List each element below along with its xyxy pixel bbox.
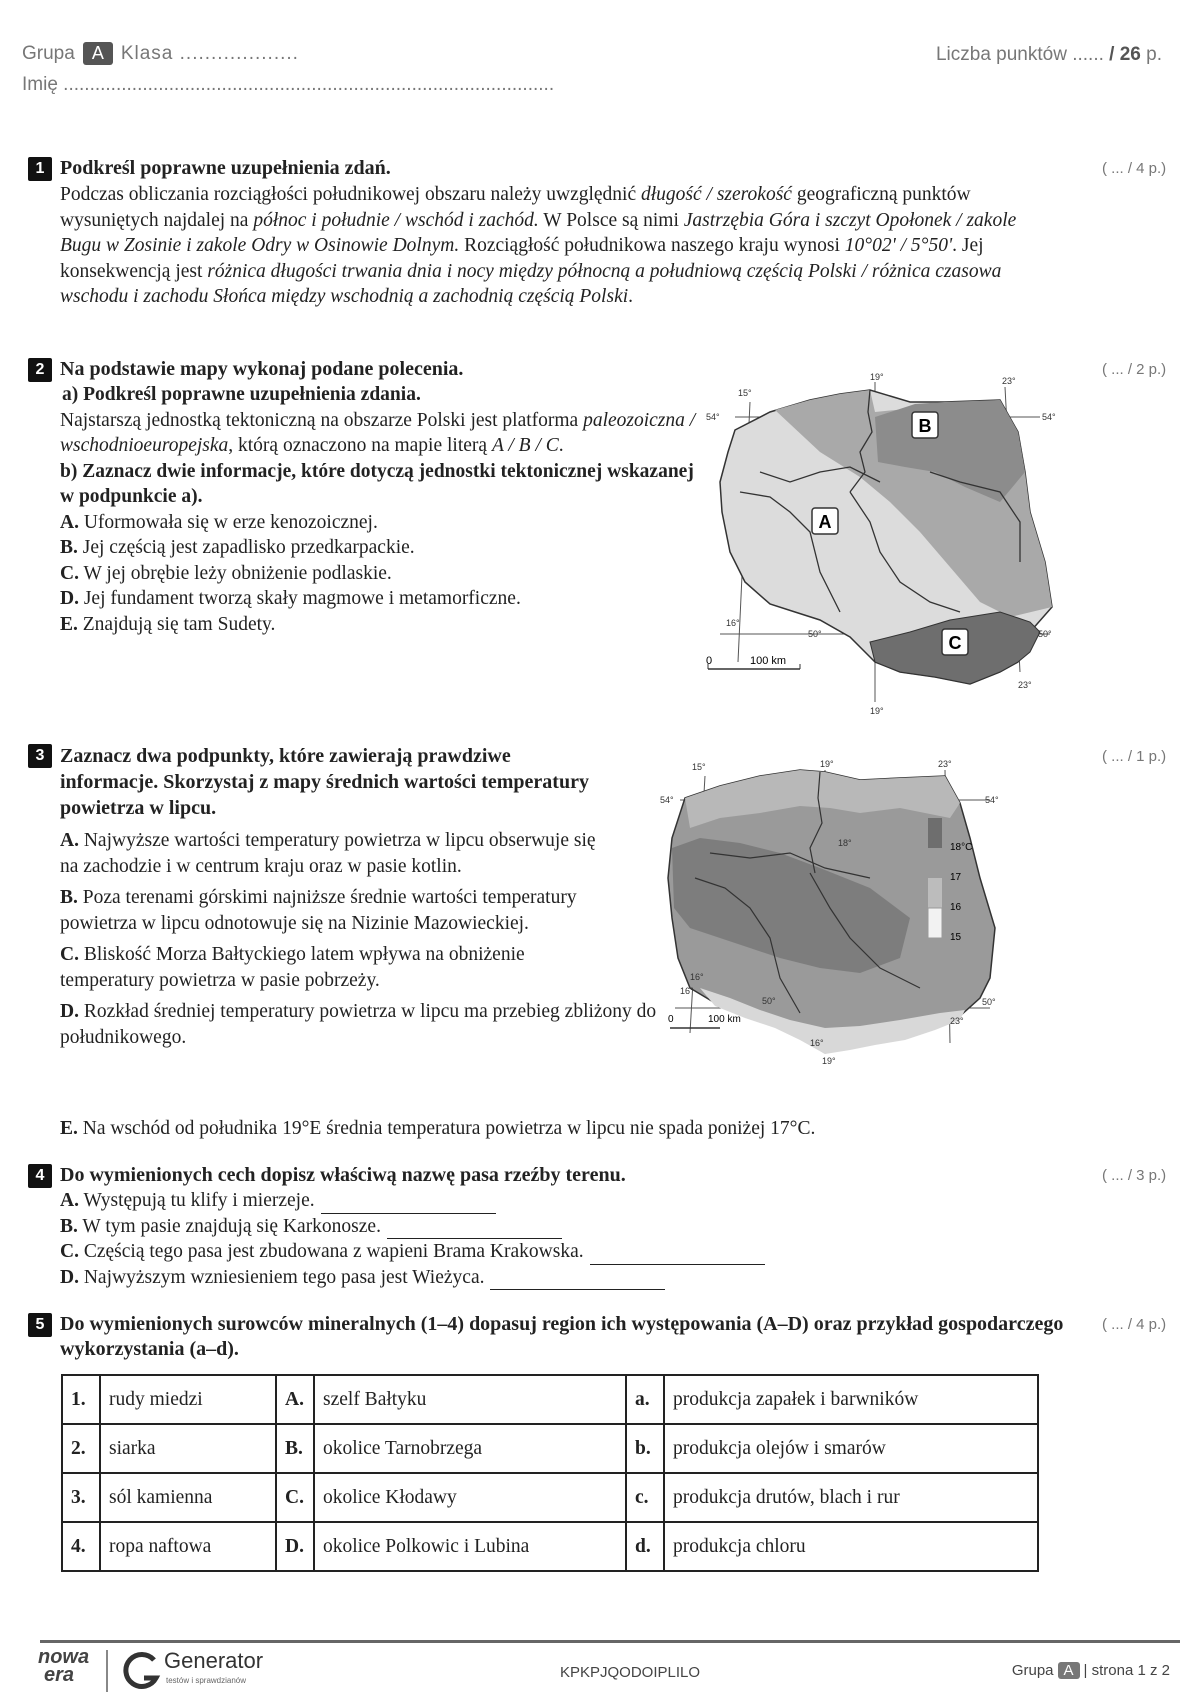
item-key: C. <box>60 1241 79 1262</box>
task-1-text: Rozciągłość południkowa naszego kraju wynosi <box>459 235 845 256</box>
table-cell: d. <box>626 1522 664 1571</box>
item-key: A. <box>60 1190 79 1211</box>
task-1-number: 1 <box>28 157 52 181</box>
scale-zero: 0 <box>706 655 713 667</box>
task-1-text: W Polsce są nimi <box>538 209 684 231</box>
text: Najstarszą jednostką tektoniczną na obszarze Polski jest platforma <box>60 409 584 431</box>
answer-line[interactable] <box>590 1247 765 1265</box>
option-key: C. <box>60 562 79 584</box>
task-1-text: Podczas obliczania rozciągłości południkowej obszaru należy uwzględnić <box>60 184 642 205</box>
task-4-item-c <box>60 1239 960 1265</box>
answer-line[interactable] <box>321 1196 496 1214</box>
deg-label: 23° <box>938 759 952 769</box>
task-2-body <box>60 382 700 637</box>
legend-swatch <box>928 848 942 878</box>
footer-group-label: Grupa <box>1011 1662 1054 1679</box>
task-3-option-b[interactable] <box>60 885 610 936</box>
task-1-body <box>60 182 1050 310</box>
text: , którą oznaczono na mapie literą <box>228 435 492 456</box>
option-text: W jej obrębie leży obniżenie podlaskie. <box>78 562 392 584</box>
class-field[interactable]: Klasa ................... <box>120 43 299 64</box>
legend-swatch <box>928 908 942 938</box>
group-badge: A <box>83 42 113 65</box>
task-3-points: ( ... / 1 p.) <box>1102 748 1167 765</box>
table-cell: 4. <box>62 1522 100 1571</box>
name-field[interactable]: Imię ............................................................................................. <box>22 74 555 95</box>
deg-label: 50° <box>808 629 822 639</box>
scale-bar <box>706 655 800 669</box>
task-3-options <box>60 828 660 1056</box>
item-text: Najwyższym wzniesieniem tego pasa jest Wieżyca. <box>78 1266 485 1288</box>
task-3-option-d[interactable] <box>60 999 660 1050</box>
task-2-option-b[interactable] <box>60 535 700 561</box>
task-2-option-a[interactable] <box>60 510 700 536</box>
task-2-option-e[interactable] <box>60 612 700 638</box>
table-cell: szelf Bałtyku <box>314 1375 626 1424</box>
legend-swatch <box>928 818 942 848</box>
task-4-items <box>60 1188 960 1290</box>
logo-nowa: nowa <box>38 1646 90 1668</box>
option-key: E. <box>60 1118 78 1139</box>
table-cell: produkcja olejów i smarów <box>664 1424 1038 1473</box>
option-text: Jej fundament tworzą skały magmowe i metamorficzne. <box>78 588 521 609</box>
table-cell: ropa naftowa <box>100 1522 276 1571</box>
option-key: D. <box>60 1001 79 1022</box>
deg-label: 16° <box>810 1038 824 1048</box>
deg-label: 23° <box>950 1016 964 1026</box>
deg-label: 23° <box>1018 680 1032 690</box>
deg-label: 54° <box>1042 412 1056 422</box>
deg-label: 19° <box>870 372 884 382</box>
item-text: Częścią tego pasa jest zbudowana z wapieni Brama Krakowska. <box>78 1241 584 1262</box>
task-1-points: ( ... / 4 p.) <box>1102 160 1167 177</box>
task-3-option-a[interactable] <box>60 828 610 879</box>
table-cell: produkcja zapałek i barwników <box>664 1375 1038 1424</box>
points-label: Liczba punktów ...... <box>935 44 1110 65</box>
group-label: Grupa <box>22 43 75 64</box>
table-cell: B. <box>276 1424 314 1473</box>
task-5-table <box>61 1374 1039 1572</box>
task-1-text: . <box>628 286 634 307</box>
task-2a-text <box>60 408 700 459</box>
label-a: A <box>818 512 832 532</box>
points-unit: p. <box>1140 44 1162 65</box>
table-cell: rudy miedzi <box>100 1375 276 1424</box>
task-3-number: 3 <box>28 744 52 768</box>
table-cell: a. <box>626 1375 664 1424</box>
task-4-item-a <box>60 1188 960 1214</box>
deg-label: 50° <box>1038 629 1052 639</box>
table-cell: c. <box>626 1473 664 1522</box>
deg-label: 18° <box>838 838 852 848</box>
table-cell: D. <box>276 1522 314 1571</box>
legend-label: 16 <box>950 902 962 913</box>
table-cell: C. <box>276 1473 314 1522</box>
task-2a-choice-1[interactable]: paleozoiczna / wschodnioeuropejska <box>60 409 696 456</box>
task-1-choice-4[interactable]: 10°02' / 5°50' <box>844 235 953 256</box>
table-row <box>62 1522 1038 1571</box>
generator-subtitle: testów i sprawdzianów <box>166 1676 247 1685</box>
option-key: D. <box>60 588 79 609</box>
table-cell: okolice Polkowic i Lubina <box>314 1522 626 1571</box>
item-key: B. <box>60 1215 78 1237</box>
task-2-number: 2 <box>28 358 52 382</box>
task-2a-choice-2[interactable]: A / B / C <box>491 435 559 456</box>
page-number: | strona 1 z 2 <box>1083 1662 1170 1679</box>
deg-label: 23° <box>1002 376 1016 386</box>
answer-line[interactable] <box>490 1272 665 1290</box>
task-4-points: ( ... / 3 p.) <box>1102 1167 1167 1184</box>
deg-label: 15° <box>738 388 752 398</box>
task-5-points: ( ... / 4 p.) <box>1102 1316 1167 1333</box>
task-1-title: Podkreśl poprawne uzupełnienia zdań. <box>60 157 391 179</box>
option-key: A. <box>60 511 79 533</box>
table-cell: 3. <box>62 1473 100 1522</box>
task-1-choice-5[interactable]: różnica długości trwania dnia i nocy między północną a południową częścią Polski / różnica czasowa wschodu i zachodu Słońca między wschodnią a zachodnią częścią Polski <box>60 260 1002 307</box>
logo-era: era <box>44 1664 75 1686</box>
table-cell: okolice Kłodawy <box>314 1473 626 1522</box>
task-1-choice-3[interactable]: Jastrzębia Góra i szczyt Opołonek / zakole Bugu w Zosinie i zakole Odry w Osinowie Dolnym. <box>60 209 1017 256</box>
option-key: C. <box>60 944 79 965</box>
footer-page-info <box>1012 1662 1170 1679</box>
task-1-choice-1[interactable]: długość / szerokość <box>641 184 792 205</box>
option-text: Poza terenami górskimi najniższe średnie wartości temperatury powietrza w lipcu odnotowuje się na Nizinie Mazowieckiej. <box>60 887 577 934</box>
tectonic-map <box>700 372 1065 717</box>
task-1-text: geograficzną punktów wysuniętych najdalej na <box>60 184 971 231</box>
scale-bar <box>668 1014 741 1028</box>
table-cell: okolice Tarnobrzega <box>314 1424 626 1473</box>
option-text: Jej częścią jest zapadlisko przedkarpackie. <box>77 537 415 558</box>
task-2-points: ( ... / 2 p.) <box>1102 361 1167 378</box>
table-cell: b. <box>626 1424 664 1473</box>
task-2a-title: a) Podkreśl poprawne uzupełnienia zdania. <box>62 384 421 405</box>
option-text: Rozkład średniej temperatury powietrza w lipcu ma przebieg zbliżony do południkowego. <box>60 1001 657 1048</box>
option-text: Na wschód od południka 19°E średnia temperatura powietrza w lipcu nie spada poniżej 17°C. <box>77 1118 816 1139</box>
item-key: D. <box>60 1266 79 1288</box>
task-2-option-c[interactable] <box>60 561 700 587</box>
legend-swatch <box>928 878 942 908</box>
task-3-title: Zaznacz dwa podpunkty, które zawierają prawdziwe informacje. Skorzystaj z mapy średnich wartości temperatury powietrza w lipcu. <box>60 745 589 819</box>
deg-label: 19° <box>822 1056 836 1066</box>
footer-separator <box>106 1650 108 1692</box>
deg-label: 15° <box>692 762 706 772</box>
footer-divider <box>40 1640 1180 1643</box>
task-4-item-b <box>60 1214 960 1240</box>
task-4-number: 4 <box>28 1164 52 1188</box>
scale-km: 100 km <box>750 655 787 667</box>
item-text: Występują tu klify i mierzeje. <box>78 1190 315 1211</box>
deg-label: 54° <box>706 412 720 422</box>
task-2-option-d[interactable] <box>60 586 700 612</box>
task-4-item-d <box>60 1265 960 1291</box>
table-cell: 2. <box>62 1424 100 1473</box>
deg-label: 54° <box>985 795 999 805</box>
task-4-title: Do wymienionych cech dopisz właściwą nazwę pasa rzeźby terenu. <box>60 1164 626 1186</box>
table-row <box>62 1375 1038 1424</box>
deg-label: 50° <box>762 996 776 1006</box>
option-text: Bliskość Morza Bałtyckiego latem wpływa na obniżenie temperatury powietrza w pasie pobrzeży. <box>60 944 525 991</box>
scale-zero: 0 <box>668 1014 674 1025</box>
task-3-option-c[interactable] <box>60 942 620 993</box>
deg-label: 16° <box>690 972 704 982</box>
legend-label: 18°C <box>950 842 973 853</box>
task-1-text: . Jej konsekwencją jest <box>60 235 984 282</box>
temperature-map <box>660 758 1080 1068</box>
table-cell: produkcja chloru <box>664 1522 1038 1571</box>
option-key: E. <box>60 613 78 635</box>
table-cell: sól kamienna <box>100 1473 276 1522</box>
option-key: B. <box>60 887 78 908</box>
deg-label: 54° <box>660 795 674 805</box>
option-text: Znajdują się tam Sudety. <box>77 613 276 635</box>
answer-line[interactable] <box>387 1221 562 1239</box>
table-cell: 1. <box>62 1375 100 1424</box>
generator-title: Generator <box>164 1648 264 1673</box>
label-b: B <box>918 416 932 436</box>
points-summary <box>936 44 1162 66</box>
task-5-title: Do wymienionych surowców mineralnych (1–4) dopasuj region ich występowania (A–D) oraz przykład gospodarczego wykorzystania (a–d). <box>60 1313 1064 1360</box>
label-c: C <box>948 633 962 653</box>
deg-label: 19° <box>870 706 884 716</box>
task-1-choice-2[interactable]: północ i południe / wschód i zachód. <box>253 209 539 231</box>
task-2-title: Na podstawie mapy wykonaj podane polecenia. <box>60 358 464 380</box>
legend-label: 15 <box>950 932 962 943</box>
option-key: A. <box>60 830 79 851</box>
document-code: KPKPJQODOIPLILO <box>560 1664 701 1681</box>
option-key: B. <box>60 537 78 558</box>
scale-km: 100 km <box>708 1014 741 1025</box>
option-text: Uformowała się w erze kenozoicznej. <box>78 511 378 533</box>
points-total: / 26 <box>1109 44 1141 65</box>
task-2b-title: b) Zaznacz dwie informacje, które dotyczą jednostki tektonicznej wskazanej w podpunkcie a). <box>60 460 694 507</box>
item-text: W tym pasie znajdują się Karkonosze. <box>77 1215 381 1237</box>
text: . <box>558 435 564 456</box>
nowa-era-logo <box>38 1648 98 1684</box>
deg-label: 50° <box>982 997 996 1007</box>
deg-label: 16° <box>726 618 740 628</box>
legend-label: 17 <box>950 872 962 883</box>
table-row <box>62 1473 1038 1522</box>
option-text: Najwyższe wartości temperatury powietrza w lipcu obserwuje się na zachodzie i w centrum kraju oraz w pasie kotlin. <box>60 830 596 877</box>
header-group <box>22 42 299 65</box>
table-cell: A. <box>276 1375 314 1424</box>
table-row <box>62 1424 1038 1473</box>
generator-icon <box>122 1650 162 1692</box>
footer-group-badge: A <box>1058 1662 1080 1679</box>
task-5-number: 5 <box>28 1313 52 1337</box>
deg-label: 19° <box>820 759 834 769</box>
table-cell: produkcja drutów, blach i rur <box>664 1473 1038 1522</box>
deg-label: 16° <box>680 986 694 996</box>
task-3-option-e[interactable] <box>60 1116 1060 1142</box>
table-cell: siarka <box>100 1424 276 1473</box>
